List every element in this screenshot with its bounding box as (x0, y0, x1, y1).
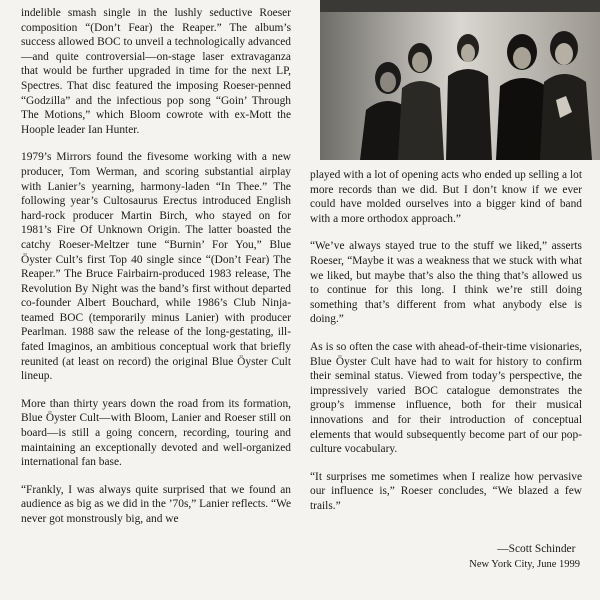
left-paragraph-4: “Frankly, I was always quite surprised that we found an audience as big as we did in the ’70s,” Lanier reflects. “We never got monstrously big, and we (21, 483, 291, 525)
band-photo-image (320, 0, 600, 160)
left-paragraph-2: 1979’s Mirrors found the fivesome working with a new producer, Tom Werman, and scoring substantial airplay with Lanier’s yearning, harmony-laden “In Thee.” The following year’s Cultosaurus Erectus introduced English hard-rock producer Martin Birch, who stayed on for 1981’s Fire Of Unknown Origin. The latter boasted the catchy Roeser-Meltzer tune “Burnin’ For You,” Blue Öyster Cult’s first Top 40 single since “(Don’t Fear) The Reaper.” The Bruce Fairbairn-produced 1983 release, The Revolution By Night was the band’s first without departed co-founder Albert Bouchard, while 1986’s Club Ninja-teamed BOC (temporarily minus Lanier) with producer Pearlman. 1988 saw the release of the long-gestating, ill-fated Imaginos, an ambitious conceptual work that briefly reunited (at least on record) the original Blue Öyster Cult lineup. (21, 151, 291, 383)
left-paragraph-3: More than thirty years down the road from its formation, Blue Öyster Cult—with Bloom, Lanier and Roeser still on board—is still a going concern, recording, touring and maintaining an exceptionally devoted and well-organized international fan base. (21, 397, 291, 469)
left-column (21, 6, 291, 540)
left-paragraph-1: indelible smash single in the lushly seductive Roeser composition “(Don’t Fear) the Reaper.” The album’s success allowed BOC to unveil a technologically advanced—and quite controversial—on-stage laser extravaganza that would be further upgraded in time for the next LP, Spectres. That disc featured the imposing Roeser-penned “Godzilla” and the infectious pop song “Goin’ Through The Motions,” which Bloom cowrote with ex-Mott the Hoople leader Ian Hunter. (21, 7, 291, 136)
author-name: —Scott Schinder (497, 543, 576, 555)
author-place-date: New York City, June 1999 (469, 559, 580, 570)
right-column (310, 168, 582, 526)
band-photo (320, 0, 600, 160)
right-paragraph-4: “It surprises me sometimes when I realize how pervasive our influence is,” Roeser concludes, “We blazed a few trails.” (310, 470, 582, 512)
author-credit (469, 542, 580, 572)
right-paragraph-1: played with a lot of opening acts who ended up selling a lot more records than we did. But I don’t know if we ever could have molded ourselves into a bigger kind of band with a more orthodox approach.” (310, 169, 582, 225)
right-paragraph-3: As is so often the case with ahead-of-their-time visionaries, Blue Öyster Cult have had to wait for history to confirm their seminal status. Viewed from today’s perspective, the impressively varied BOC catalogue demonstrates the group’s immense influence, both for their musical innovations and for their introduction of conceptual elements that would subsequently become part of our pop-culture vocabulary. (310, 340, 582, 456)
right-paragraph-2: “We’ve always stayed true to the stuff we liked,” asserts Roeser, “Maybe it was a weakness that we stuck with what we liked, but maybe that’s also the thing that’s allowed us to continue for this long. I think we’re still doing something that’s different from what anybody else is doing.” (310, 240, 582, 326)
